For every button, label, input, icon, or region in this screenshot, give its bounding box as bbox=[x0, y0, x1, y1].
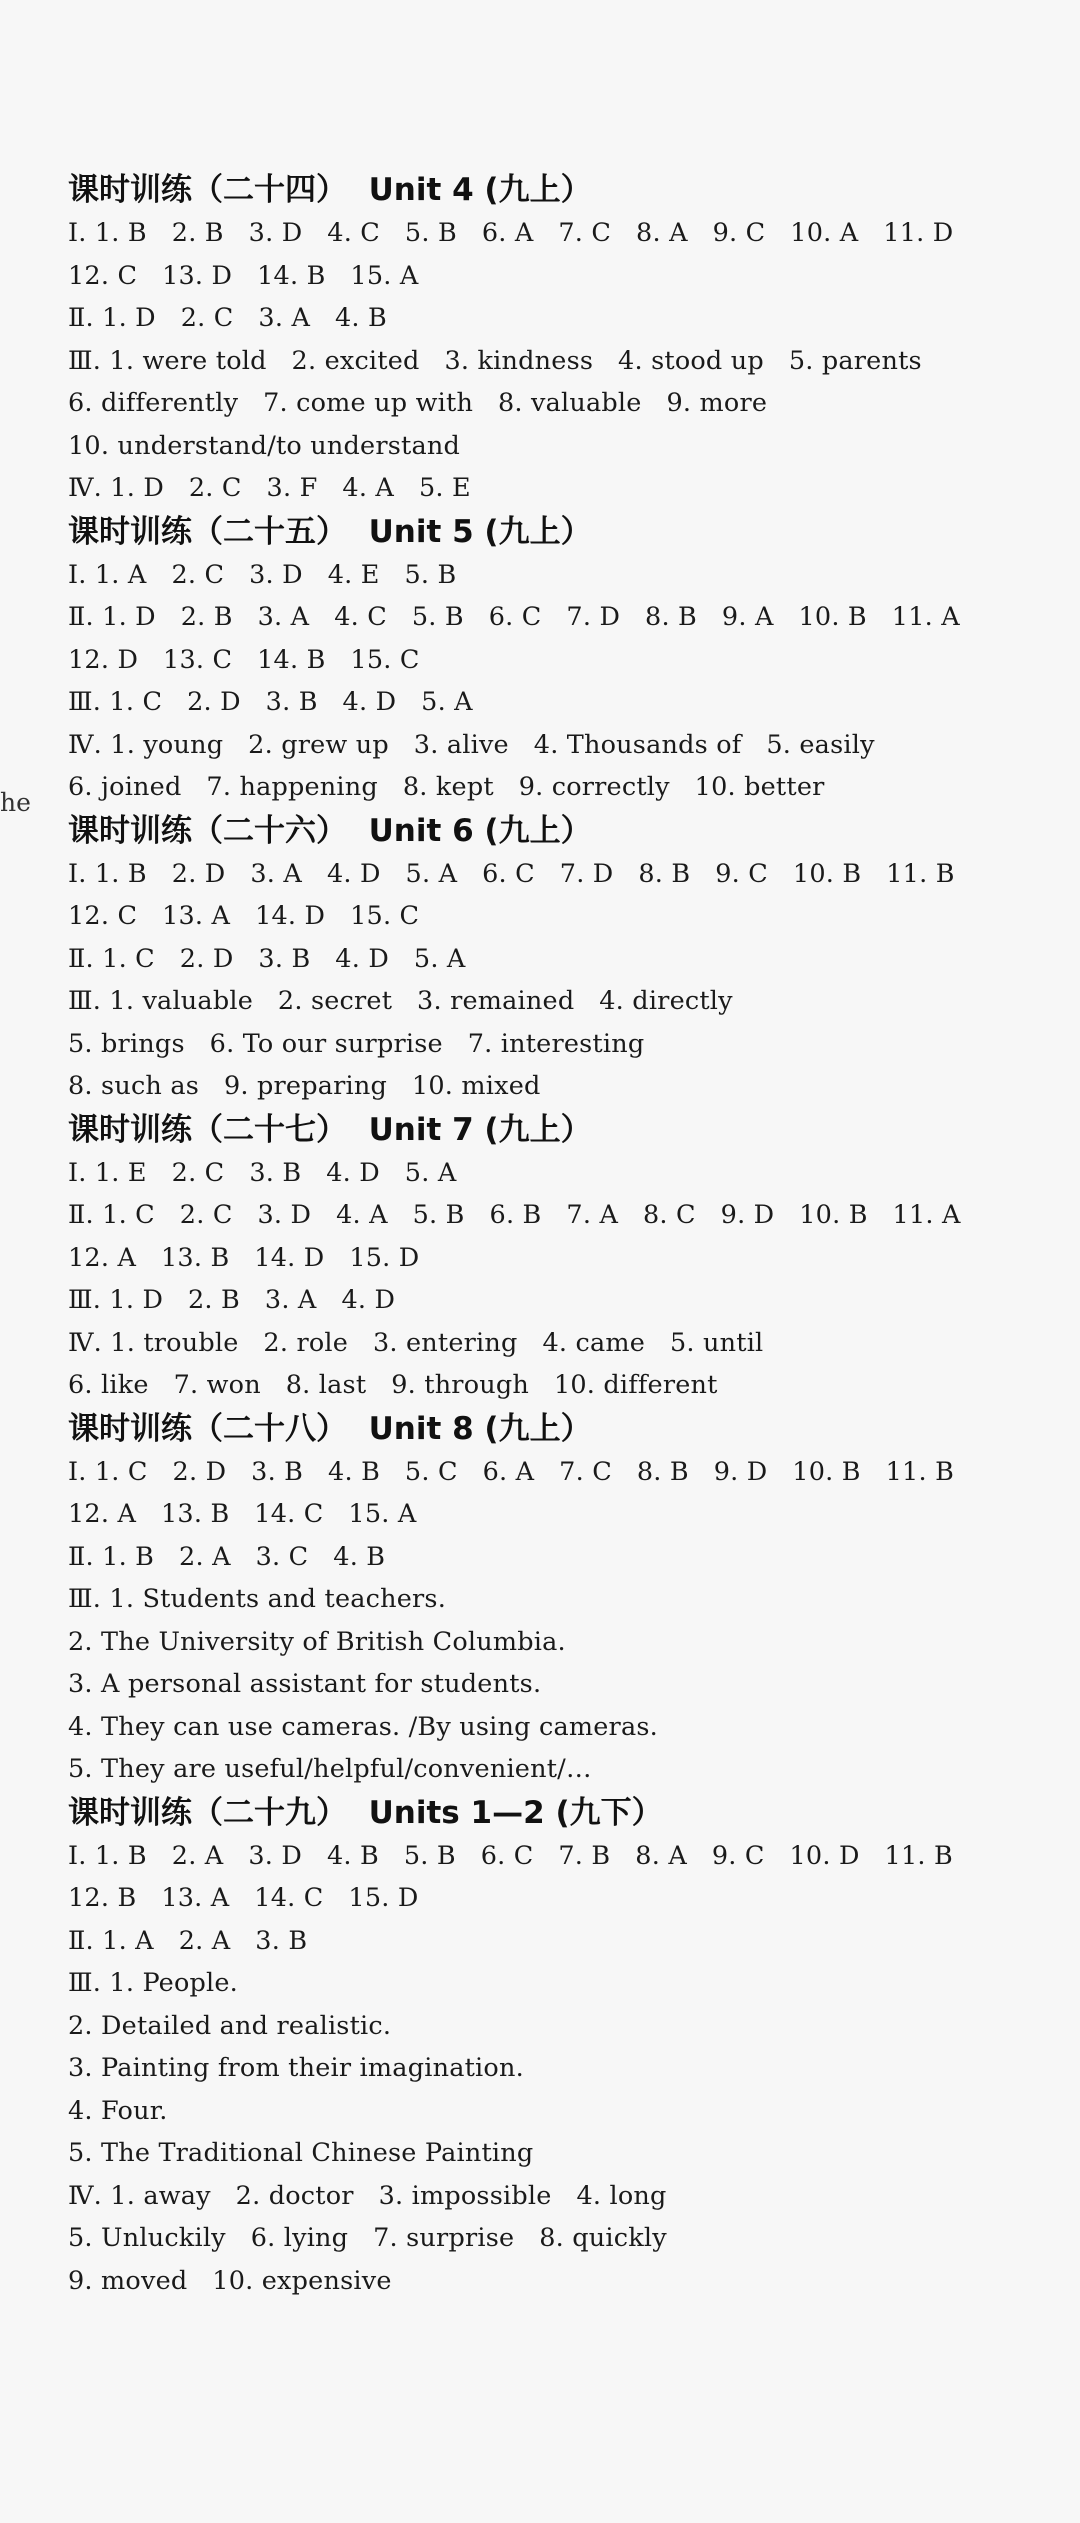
answer-line: Ⅰ. 1. B 2. A 3. D 4. B 5. B 6. C 7. B 8. A 9. C 10. D 11. B bbox=[68, 1840, 953, 1871]
answer-line: 5. Unluckily 6. lying 7. surprise 8. quickly bbox=[68, 2223, 667, 2253]
answer-line: Ⅲ. 1. D 2. B 3. A 4. D bbox=[68, 1285, 396, 1315]
answer-line: 12. C 13. A 14. D 15. C bbox=[68, 901, 420, 931]
answer-line: Ⅰ. 1. E 2. C 3. B 4. D 5. A bbox=[68, 1157, 457, 1188]
answer-line: 4. Four. bbox=[68, 2095, 168, 2126]
answer-line: Ⅳ. 1. young 2. grew up 3. alive 4. Thousands of 5. easily bbox=[68, 729, 875, 760]
answer-line: Ⅲ. 1. C 2. D 3. B 4. D 5. A bbox=[68, 687, 473, 717]
section-unit-4 bbox=[68, 168, 1068, 510]
answer-line: 12. A 13. B 14. D 15. D bbox=[68, 1242, 420, 1273]
answer-line: 6. like 7. won 8. last 9. through 10. different bbox=[68, 1370, 718, 1400]
answer-line: 2. Detailed and realistic. bbox=[68, 2010, 392, 2041]
section-units-1-2 bbox=[68, 1791, 1068, 2303]
section-title: 课时训练（二十四） Unit 4 (九上） bbox=[68, 172, 592, 208]
section-title: 课时训练（二十六） Unit 6 (九上） bbox=[68, 812, 592, 849]
answer-line: Ⅲ. 1. People. bbox=[68, 1968, 238, 1998]
answer-line: 8. such as 9. preparing 10. mixed bbox=[68, 1071, 541, 1101]
answer-line: Ⅰ. 1. B 2. D 3. A 4. D 5. A 6. C 7. D 8. B 9. C 10. B 11. B bbox=[68, 858, 955, 889]
answer-line: Ⅰ. 1. B 2. B 3. D 4. C 5. B 6. A 7. C 8. A 9. C 10. A 11. D bbox=[68, 218, 954, 248]
answer-line: Ⅱ. 1. A 2. A 3. B bbox=[68, 1925, 308, 1956]
answer-line: Ⅳ. 1. trouble 2. role 3. entering 4. came 5. until bbox=[68, 1327, 764, 1358]
answer-line: 6. joined 7. happening 8. kept 9. correctly 10. better bbox=[68, 772, 825, 802]
answer-line: 12. B 13. A 14. C 15. D bbox=[68, 1883, 419, 1913]
answer-line: 12. A 13. B 14. C 15. A bbox=[68, 1499, 417, 1529]
section-title: 课时训练（二十五） Unit 5 (九上） bbox=[68, 513, 592, 550]
answer-line: Ⅲ. 1. Students and teachers. bbox=[68, 1584, 447, 1614]
answer-line: Ⅱ. 1. D 2. B 3. A 4. C 5. B 6. C 7. D 8. B 9. A 10. B 11. A bbox=[68, 602, 960, 632]
answer-line: Ⅰ. 1. C 2. D 3. B 4. B 5. C 6. A 7. C 8. B 9. D 10. B 11. B bbox=[68, 1456, 955, 1487]
answer-line: 5. They are useful/helpful/convenient/… bbox=[68, 1754, 592, 1784]
answer-line: 3. A personal assistant for students. bbox=[68, 1669, 542, 1699]
page-edge-fragment: he bbox=[0, 788, 31, 817]
answer-line: Ⅱ. 1. B 2. A 3. C 4. B bbox=[68, 1541, 386, 1572]
section-unit-7 bbox=[68, 1108, 1068, 1407]
section-title: 课时训练（二十八） Unit 8 (九上） bbox=[68, 1410, 592, 1447]
answer-line: Ⅱ. 1. D 2. C 3. A 4. B bbox=[68, 303, 387, 333]
answer-line: Ⅳ. 1. away 2. doctor 3. impossible 4. long bbox=[68, 2180, 667, 2211]
answer-line: Ⅲ. 1. valuable 2. secret 3. remained 4. directly bbox=[68, 986, 733, 1016]
answer-line: 5. The Traditional Chinese Painting bbox=[68, 2138, 534, 2168]
answer-line: Ⅱ. 1. C 2. C 3. D 4. A 5. B 6. B 7. A 8. C 9. D 10. B 11. A bbox=[68, 1200, 961, 1230]
answer-line: 3. Painting from their imagination. bbox=[68, 2053, 524, 2083]
answer-line: 4. They can use cameras. /By using cameras. bbox=[68, 1711, 658, 1742]
answer-line: 12. D 13. C 14. B 15. C bbox=[68, 644, 420, 675]
section-title: 课时训练（二十七） Unit 7 (九上） bbox=[68, 1111, 592, 1148]
answer-key-page bbox=[68, 168, 1068, 2302]
answer-line: Ⅳ. 1. D 2. C 3. F 4. A 5. E bbox=[68, 473, 471, 503]
answer-line: 5. brings 6. To our surprise 7. interesting bbox=[68, 1028, 645, 1059]
section-unit-8 bbox=[68, 1407, 1068, 1791]
section-unit-6 bbox=[68, 809, 1068, 1108]
answer-line: 9. moved 10. expensive bbox=[68, 2265, 392, 2296]
answer-line: Ⅲ. 1. were told 2. excited 3. kindness 4. stood up 5. parents bbox=[68, 345, 922, 376]
answer-line: 6. differently 7. come up with 8. valuable 9. more bbox=[68, 388, 768, 418]
answer-line: 10. understand/to understand bbox=[68, 430, 461, 461]
answer-line: 2. The University of British Columbia. bbox=[68, 1626, 566, 1657]
answer-line: Ⅱ. 1. C 2. D 3. B 4. D 5. A bbox=[68, 943, 466, 974]
answer-line: Ⅰ. 1. A 2. C 3. D 4. E 5. B bbox=[68, 559, 457, 590]
answer-line: 12. C 13. D 14. B 15. A bbox=[68, 260, 419, 291]
section-unit-5 bbox=[68, 510, 1068, 809]
section-title: 课时训练（二十九） Units 1—2 (九下） bbox=[68, 1794, 663, 1831]
